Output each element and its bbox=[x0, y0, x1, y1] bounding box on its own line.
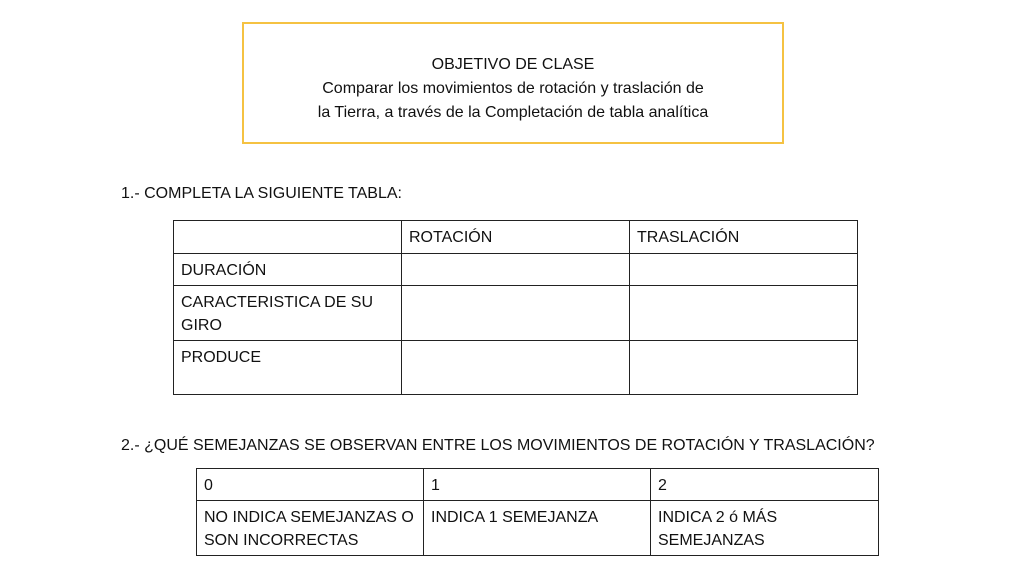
table-row-label: PRODUCE bbox=[174, 341, 402, 395]
objective-line-2: la Tierra, a través de la Completación de tabla analítica bbox=[317, 104, 709, 121]
table-header-cell bbox=[174, 221, 402, 254]
table-cell[interactable] bbox=[402, 341, 630, 395]
table-row bbox=[174, 254, 858, 286]
rubric-criteria-cell: INDICA 1 SEMEJANZA bbox=[424, 501, 651, 556]
rubric-header-row bbox=[197, 469, 879, 501]
table-cell[interactable] bbox=[630, 286, 858, 341]
table-header-cell: ROTACIÓN bbox=[402, 221, 630, 254]
rubric-table bbox=[196, 468, 879, 556]
table-cell[interactable] bbox=[630, 254, 858, 286]
rubric-row bbox=[197, 501, 879, 556]
objective-title: OBJETIVO DE CLASE bbox=[431, 56, 595, 73]
rubric-score-cell: 0 bbox=[197, 469, 424, 501]
objective-line-1: Comparar los movimientos de rotación y traslación de bbox=[322, 80, 704, 97]
rubric-criteria-cell: INDICA 2 ó MÁS SEMEJANZAS bbox=[651, 501, 879, 556]
section-1-heading: 1.- COMPLETA LA SIGUIENTE TABLA: bbox=[121, 185, 402, 202]
table-cell[interactable] bbox=[630, 341, 858, 395]
table-row-label: DURACIÓN bbox=[174, 254, 402, 286]
table-row-label: CARACTERISTICA DE SU GIRO bbox=[174, 286, 402, 341]
table-row bbox=[174, 341, 858, 395]
objective-box bbox=[242, 22, 784, 144]
rubric-score-cell: 1 bbox=[424, 469, 651, 501]
comparison-table bbox=[173, 220, 858, 395]
rubric-criteria-cell: NO INDICA SEMEJANZAS O SON INCORRECTAS bbox=[197, 501, 424, 556]
table-cell[interactable] bbox=[402, 286, 630, 341]
section-2-heading: 2.- ¿QUÉ SEMEJANZAS SE OBSERVAN ENTRE LOS MOVIMIENTOS DE ROTACIÓN Y TRASLACIÓN? bbox=[121, 437, 875, 454]
table-row bbox=[174, 286, 858, 341]
table-cell[interactable] bbox=[402, 254, 630, 286]
table-header-row bbox=[174, 221, 858, 254]
rubric-score-cell: 2 bbox=[651, 469, 879, 501]
table-header-cell: TRASLACIÓN bbox=[630, 221, 858, 254]
